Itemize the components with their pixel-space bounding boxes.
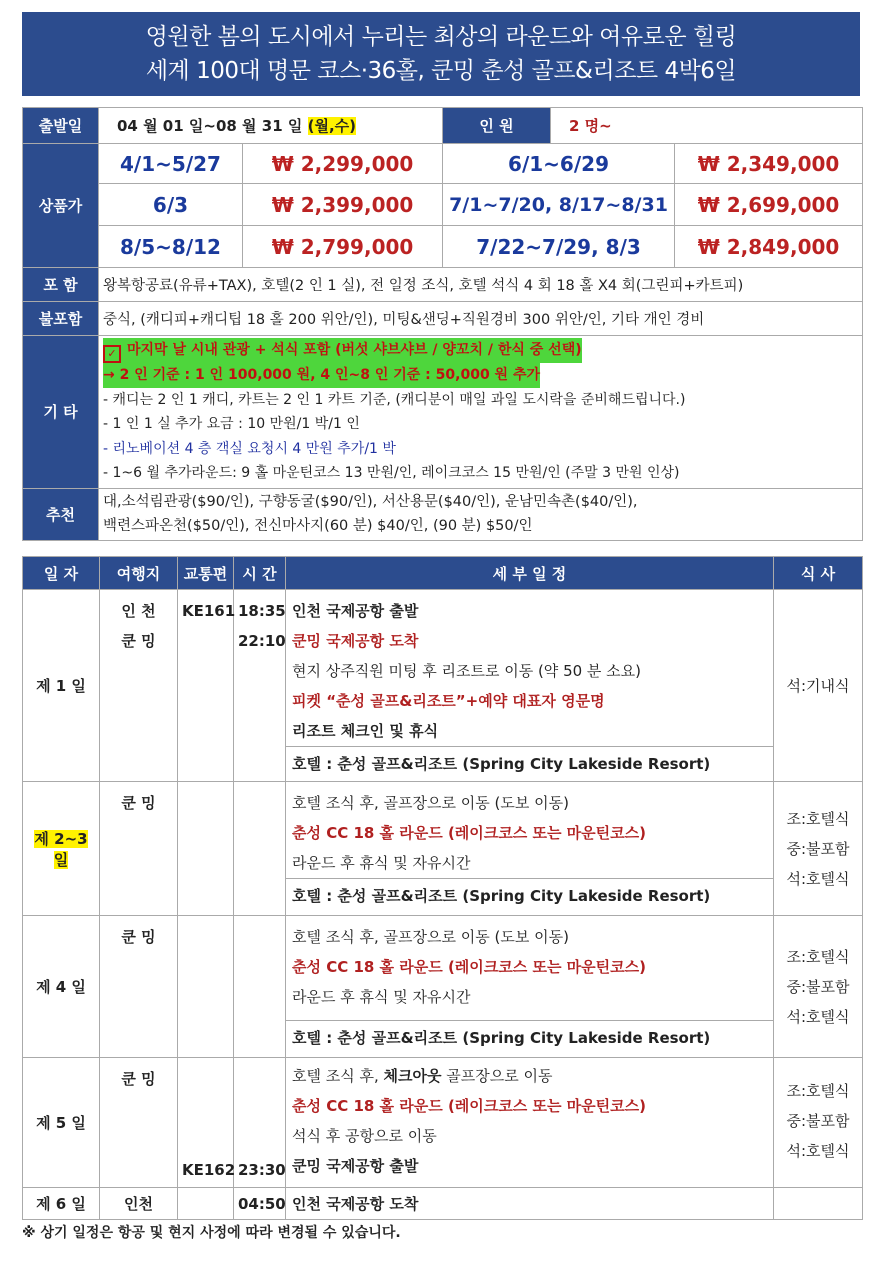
exclude-row bbox=[23, 302, 863, 336]
schedule-line bbox=[286, 1061, 773, 1091]
price-value: ₩ 2,799,000 bbox=[243, 226, 443, 268]
title-line-1: 영원한 봄의 도시에서 누리는 최상의 라운드와 여유로운 힐링 bbox=[145, 24, 737, 50]
day-row bbox=[23, 916, 863, 1058]
meal: 조:호텔식 bbox=[786, 947, 850, 966]
price-value: ₩ 2,399,000 bbox=[243, 184, 443, 226]
transport: KE161 bbox=[178, 590, 234, 782]
place: 쿤 밍 bbox=[100, 916, 178, 1058]
schedule-line: 춘성 CC 18 홀 라운드 (레이크코스 또는 마운틴코스) bbox=[292, 824, 646, 842]
header-day: 일 자 bbox=[23, 557, 100, 590]
schedule-detail bbox=[286, 1058, 774, 1188]
departure-label: 출발일 bbox=[23, 108, 99, 144]
price-row bbox=[23, 184, 863, 226]
time: 18:35 bbox=[238, 602, 286, 620]
meal-empty bbox=[774, 1188, 863, 1220]
time: 23:30 bbox=[234, 1058, 286, 1188]
price-value: ₩ 2,299,000 bbox=[243, 144, 443, 184]
price-date: 4/1~5/27 bbox=[99, 144, 243, 184]
time: 04:50 bbox=[234, 1188, 286, 1220]
recommend-row bbox=[23, 488, 863, 540]
schedule-line: 호텔 조식 후, 골프장으로 이동 (도보 이동) bbox=[292, 794, 569, 812]
departure-row bbox=[23, 108, 863, 144]
day-label: 제 6 일 bbox=[23, 1188, 100, 1220]
schedule-line: 리조트 체크인 및 휴식 bbox=[292, 722, 439, 740]
day-label: 제 4 일 bbox=[23, 916, 100, 1058]
departure-days: (월,수) bbox=[307, 117, 356, 135]
price-value: ₩ 2,349,000 bbox=[675, 144, 863, 184]
price-row bbox=[23, 144, 863, 184]
schedule-text: 호텔 조식 후, bbox=[292, 1067, 384, 1085]
hotel-line: 호텔 : 춘성 골프&리조트 (Spring City Lakeside Resort) bbox=[286, 1020, 773, 1055]
title-line-2: 세계 100대 명문 코스·36홀, 쿤밍 춘성 골프&리조트 4박6일 bbox=[145, 58, 737, 84]
hotel-line: 호텔 : 춘성 골프&리조트 (Spring City Lakeside Resort) bbox=[286, 878, 773, 913]
price-date: 7/22~7/29, 8/3 bbox=[443, 226, 675, 268]
header-time: 시 간 bbox=[234, 557, 286, 590]
etc-line: - 1 인 1 실 추가 요금 : 10 만원/1 박/1 인 bbox=[103, 416, 360, 432]
price-date: 7/1~7/20, 8/17~8/31 bbox=[443, 184, 675, 226]
include-value: 왕복항공료(유류+TAX), 호텔(2 인 1 실), 전 일정 조식, 호텔 석식 4 회 18 홀 X4 회(그린피+카트피) bbox=[99, 268, 863, 302]
schedule-text: 골프장으로 이동 bbox=[441, 1067, 553, 1085]
day-row bbox=[23, 782, 863, 916]
schedule-line: 쿤밍 국제공항 도착 bbox=[292, 632, 419, 650]
transport-empty bbox=[178, 916, 234, 1058]
place: 쿤 밍 bbox=[121, 632, 156, 650]
price-value: ₩ 2,849,000 bbox=[675, 226, 863, 268]
price-date: 6/1~6/29 bbox=[443, 144, 675, 184]
meal: 석:호텔식 bbox=[786, 1142, 850, 1160]
header-detail: 세 부 일 정 bbox=[286, 557, 774, 590]
meal: 중:불포함 bbox=[786, 839, 850, 858]
schedule-line: 쿤밍 국제공항 출발 bbox=[292, 1157, 419, 1175]
day-label: 제 2~3 일 bbox=[34, 829, 88, 869]
day-label-cell bbox=[23, 782, 100, 916]
meal: 석:호텔식 bbox=[786, 1007, 850, 1026]
etc-line: - 1~6 월 추가라운드: 9 홀 마운틴코스 13 만원/인, 레이크코스 15 만원/인 (주말 3 만원 인상) bbox=[103, 465, 680, 481]
meal: 중:불포함 bbox=[786, 977, 850, 996]
schedule-line: 춘성 CC 18 홀 라운드 (레이크코스 또는 마운틴코스) bbox=[292, 1097, 646, 1115]
meal-cell bbox=[774, 782, 863, 916]
schedule-line: 호텔 조식 후, 골프장으로 이동 (도보 이동) bbox=[292, 928, 569, 946]
place-cell bbox=[100, 590, 178, 782]
schedule-table bbox=[22, 556, 863, 1220]
schedule-detail bbox=[286, 590, 774, 782]
etc-line: - 캐디는 2 인 1 캐디, 카트는 2 인 1 카트 기준, (캐디분이 매일 과일 도시락을 준비해드립니다.) bbox=[103, 391, 686, 408]
place: 쿤 밍 bbox=[100, 782, 178, 916]
meal-cell bbox=[774, 916, 863, 1058]
place: 쿤 밍 bbox=[100, 1058, 178, 1188]
schedule-line: 석식 후 공항으로 이동 bbox=[292, 1127, 437, 1145]
etc-highlight-2: → 2 인 기준 : 1 인 100,000 원, 4 인~8 인 기준 : 50,000 원 추가 bbox=[103, 363, 540, 388]
day-row bbox=[23, 590, 863, 782]
header-transport: 교통편 bbox=[178, 557, 234, 590]
etc-highlight bbox=[103, 338, 582, 363]
place: 인 천 bbox=[121, 602, 156, 620]
etc-highlight-text: 마지막 날 시내 관광 + 석식 포함 (버섯 샤브샤브 / 양꼬치 / 한식 중 선택) bbox=[127, 342, 582, 358]
schedule-line: 인천 국제공항 도착 bbox=[286, 1188, 774, 1220]
schedule-line: 인천 국제공항 출발 bbox=[292, 602, 419, 620]
info-table bbox=[22, 107, 863, 541]
schedule-line: 라운드 후 휴식 및 자유시간 bbox=[292, 988, 471, 1006]
footnote: ※ 상기 일정은 항공 및 현지 사정에 따라 변경될 수 있습니다. bbox=[22, 1225, 401, 1241]
people-label: 인 원 bbox=[443, 108, 551, 144]
time-cell bbox=[234, 590, 286, 782]
day-row bbox=[23, 1188, 863, 1220]
time-empty bbox=[234, 916, 286, 1058]
meal-cell bbox=[774, 590, 863, 782]
schedule-line: 현지 상주직원 미팅 후 리조트로 이동 (약 50 분 소요) bbox=[292, 662, 642, 680]
checkout-text: 체크아웃 bbox=[383, 1067, 442, 1085]
price-value: ₩ 2,699,000 bbox=[675, 184, 863, 226]
etc-label: 기 타 bbox=[23, 336, 99, 489]
schedule-line: 피켓 “춘성 골프&리조트”+예약 대표자 영문명 bbox=[292, 692, 605, 710]
day-label: 제 1 일 bbox=[23, 590, 100, 782]
departure-value: 04 월 01 일~08 월 31 일 bbox=[117, 117, 303, 135]
include-label: 포 함 bbox=[23, 268, 99, 302]
price-date: 8/5~8/12 bbox=[99, 226, 243, 268]
people-value: 2 명~ bbox=[551, 108, 863, 144]
departure-cell bbox=[99, 108, 443, 144]
exclude-value: 중식, (캐디피+캐디팁 18 홀 200 위안/인), 미팅&샌딩+직원경비 300 위안/인, 기타 개인 경비 bbox=[99, 302, 863, 336]
exclude-label: 불포함 bbox=[23, 302, 99, 336]
transport-empty bbox=[178, 1188, 234, 1220]
meal-cell bbox=[774, 1058, 863, 1188]
time: 22:10 bbox=[238, 632, 286, 650]
meal: 중:불포함 bbox=[786, 1112, 850, 1130]
include-row bbox=[23, 268, 863, 302]
recommend-line: 대,소석림관광($90/인), 구향동굴($90/인), 서산용문($40/인), 운남민속촌($40/인), bbox=[103, 494, 638, 510]
schedule-detail bbox=[286, 916, 774, 1058]
day-row bbox=[23, 1058, 863, 1188]
meal: 조:호텔식 bbox=[786, 1082, 850, 1100]
etc-cell bbox=[99, 336, 863, 489]
schedule-line: 라운드 후 휴식 및 자유시간 bbox=[292, 854, 471, 872]
transport: KE162 bbox=[178, 1058, 234, 1188]
price-label: 상품가 bbox=[23, 144, 99, 268]
title-banner bbox=[22, 12, 860, 96]
day-label: 제 5 일 bbox=[23, 1058, 100, 1188]
schedule-line: 춘성 CC 18 홀 라운드 (레이크코스 또는 마운틴코스) bbox=[292, 958, 646, 976]
schedule-header bbox=[23, 557, 863, 590]
header-place: 여행지 bbox=[100, 557, 178, 590]
etc-line: - 리노베이션 4 층 객실 요청시 4 만원 추가/1 박 bbox=[103, 440, 396, 457]
schedule-detail bbox=[286, 782, 774, 916]
recommend-line: 백련스파온천($50/인), 전신마사지(60 분) $40/인, (90 분) $50/인 bbox=[103, 518, 533, 534]
checkbox-icon: ✓ bbox=[103, 345, 121, 363]
recommend-label: 추천 bbox=[23, 488, 99, 540]
meal: 석:호텔식 bbox=[786, 869, 850, 888]
recommend-cell bbox=[99, 488, 863, 540]
place: 인천 bbox=[100, 1188, 178, 1220]
meal: 조:호텔식 bbox=[786, 809, 850, 828]
price-row bbox=[23, 226, 863, 268]
hotel-line: 호텔 : 춘성 골프&리조트 (Spring City Lakeside Resort) bbox=[286, 746, 773, 781]
transport-empty bbox=[178, 782, 234, 916]
header-meal: 식 사 bbox=[774, 557, 863, 590]
etc-row bbox=[23, 336, 863, 489]
meal: 석:기내식 bbox=[786, 676, 850, 695]
price-date: 6/3 bbox=[99, 184, 243, 226]
time-empty bbox=[234, 782, 286, 916]
